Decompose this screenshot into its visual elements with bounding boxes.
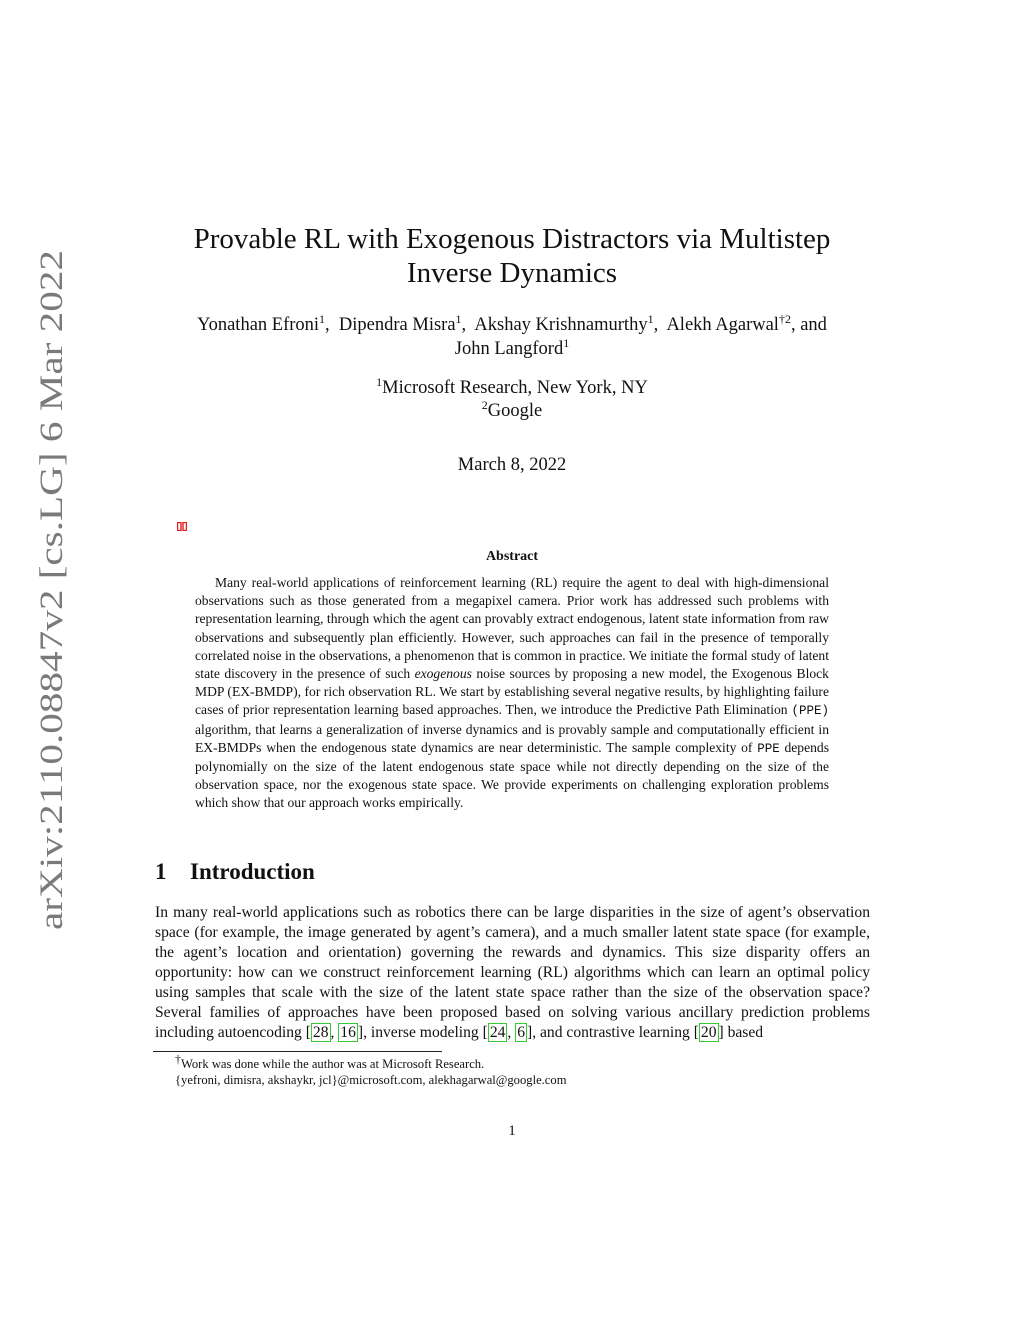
affiliations (150, 374, 874, 423)
footnotes (175, 1051, 815, 1088)
arxiv-stamp-text: arXiv:2110.08847v2 [cs.LG] 6 Mar 2022 (34, 384, 70, 930)
abstract-body: Many real-world applications of reinforcement learning (RL) require the agent to deal with high-dimensional observations such as those generated from a megapixel camera. Prior work has addressed such problems with representation learning, through which the agent can provably extract endogenous, latent state information from raw observations and subsequently plan efficiently. However, such approaches can fail in the presence of temporally correlated noise in the observations, a phenomenon that is common in practice. We initiate the formal study of latent state discovery in the presence of such exogenous noise sources by proposing a new model, the Exogenous Block MDP (EX-BMDP), for rich observation RL. We start by establishing several negative results, by highlighting failure cases of prior representation learning based approaches. Then, we introduce the Predictive Path Elimination (PPE) algorithm, that learns a generalization of inverse dynamics and is provably sample and computationally efficient in EX-BMDPs when the endogenous state dynamics are near deterministic. The sample complexity of PPE depends polynomially on the size of the latent endogenous state space while not directly depending on the size of the observation space, nor the exogenous state space. We provide experiments on challenging exploration problems which show that our approach works empirically. (195, 575, 829, 811)
citation-link[interactable]: 16 (340, 1024, 356, 1041)
author-5: John Langford (454, 339, 564, 359)
abstract-heading: Abstract (485, 549, 539, 564)
section-title: Introduction (190, 859, 315, 884)
annotation-marker-icon (177, 522, 187, 531)
page-number: 1 (508, 1123, 516, 1139)
section-heading (155, 859, 315, 885)
section-number: 1 (155, 859, 167, 884)
author-2: Dipendra Misra (338, 315, 456, 335)
author-4: Alekh Agarwal (666, 315, 779, 335)
author-3: Akshay Krishnamurthy (474, 315, 648, 335)
author-1: Yonathan Efroni (197, 315, 320, 335)
title-line-1: Provable RL with Exogenous Distractors via Multistep (193, 223, 831, 255)
footnote-divider (153, 1051, 442, 1052)
paper-date: March 8, 2022 (457, 455, 567, 475)
citation-link[interactable]: 28 (312, 1024, 329, 1041)
title-line-2: Inverse Dynamics (406, 257, 618, 289)
citation-link[interactable]: 6 (517, 1024, 525, 1041)
affiliation-2: $^2$Google (481, 397, 543, 421)
algorithm-name: PPE (757, 741, 780, 756)
citation-link[interactable]: 20 (700, 1024, 717, 1041)
footnote-emails: {yefroni, dimisra, akshaykr, jcl}@microsoft.com, alekhagarwal@google.com (175, 1073, 567, 1087)
introduction-paragraph: In many real-world applications such as robotics there can be large disparities in the size of agent’s observation space (for example, the image generated by agent’s camera), and a much smaller latent state space (for example, the agent’s location and orientation) governing the rewards and dynamics. This size disparity offers an opportunity: how can we construct reinforcement learning (RL) algorithms which can learn an optimal policy using samples that scale with the size of the latent state space rather than the size of the observation space? Several families of approaches have been proposed based on solving various ancillary prediction problems including autoencoding [ 28 , 16 ], inverse modeling [ 24 , 6 ], and contrastive learning [ 20 ] based (155, 904, 870, 1041)
affiliation-1: $^1$Microsoft Research, New York, NY (376, 374, 648, 398)
paper-title (150, 222, 874, 290)
algorithm-name: (PPE) (791, 704, 829, 719)
footnote-dagger: †Work was done while the author was at Microsoft Research. (175, 1051, 485, 1071)
citation-link[interactable]: 24 (489, 1024, 506, 1041)
author-list: Yonathan Efroni$^1$, Dipendra Misra$^1$, Akshay Krishnamurthy$^1$, Alekh Agarwal$^{\dagger 2}$, and John Langford$^1$ (197, 311, 827, 359)
arxiv-identifier-stamp (12, 240, 72, 940)
abstract-emphasis: exogenous (414, 666, 472, 682)
